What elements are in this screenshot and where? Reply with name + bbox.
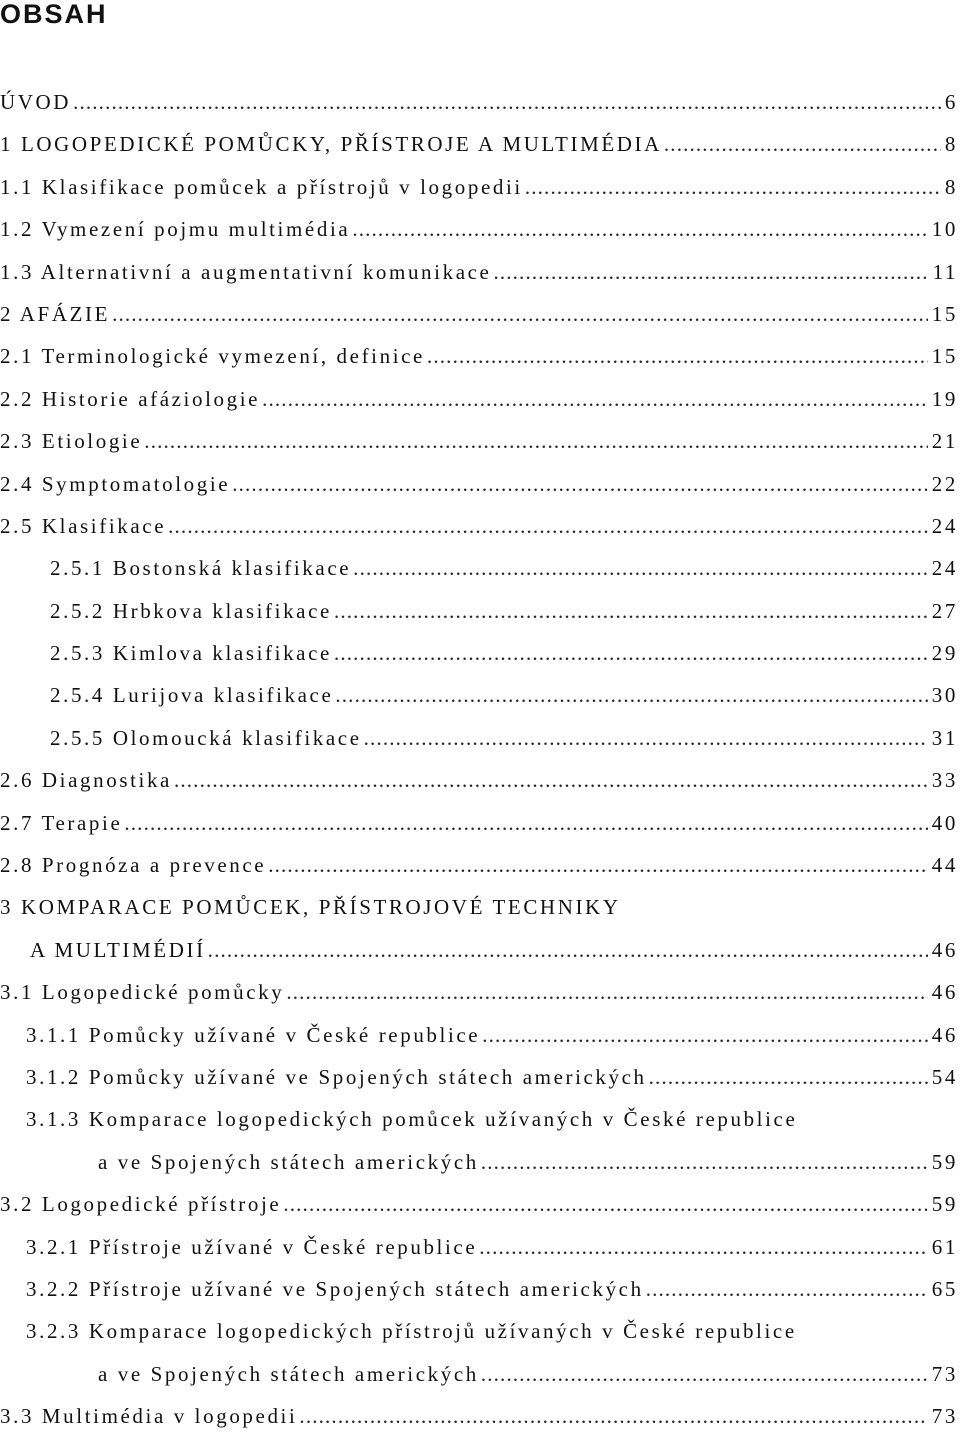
toc-entry-title-line: 3.2.3 Komparace logopedických přístrojů užívaných v České republice [26, 1319, 797, 1344]
toc-entry-label: 1.3 Alternativní a augmentativní komunikace [0, 259, 492, 284]
toc-entry-page-number: 59 [931, 1149, 958, 1174]
toc-entry-row [0, 1395, 958, 1437]
toc-entry[interactable] [0, 1183, 960, 1225]
toc-entry-label: 2.6 Diagnostika [0, 768, 172, 793]
toc-entry-label: a ve Spojených státech amerických [98, 1149, 479, 1174]
dot-leader [493, 251, 928, 293]
toc-entry-row [0, 335, 958, 377]
dot-leader [168, 505, 928, 547]
toc-entry-label: 3.1 Logopedické pomůcky [0, 980, 285, 1005]
toc-entry[interactable] [0, 1014, 960, 1056]
dot-leader [646, 1268, 928, 1310]
toc-entry[interactable] [0, 1056, 960, 1098]
toc-entry[interactable] [0, 1098, 960, 1183]
toc-entry-row [0, 1056, 958, 1098]
toc-entry[interactable] [0, 293, 960, 335]
toc-entry-label: a ve Spojených státech amerických [98, 1361, 479, 1386]
toc-entry-page-number: 46 [931, 1022, 958, 1047]
toc-entry-page-number: 8 [944, 132, 958, 157]
toc-entry-page-number: 11 [932, 259, 958, 284]
toc-entry[interactable] [0, 1395, 960, 1437]
dot-leader [299, 1395, 927, 1437]
toc-entry-page-number: 59 [931, 1192, 958, 1217]
toc-entry[interactable] [0, 123, 960, 165]
toc-entry[interactable] [0, 674, 960, 716]
toc-entry-row [0, 674, 958, 716]
toc-entry[interactable] [0, 208, 960, 250]
toc-entry-page-number: 46 [931, 937, 958, 962]
toc-entry-page-number: 21 [931, 429, 958, 454]
toc-entry[interactable] [0, 717, 960, 759]
toc-entry-page-number: 73 [931, 1404, 958, 1429]
dot-leader [427, 335, 928, 377]
toc-entry[interactable] [0, 971, 960, 1013]
toc-entry-label: 2.7 Terapie [0, 810, 123, 835]
dot-leader [649, 1056, 928, 1098]
toc-entry-page-number: 40 [931, 810, 958, 835]
dot-leader [112, 293, 928, 335]
toc-entry-row [0, 1183, 958, 1225]
toc-entry[interactable] [0, 759, 960, 801]
toc-entry-page-number: 65 [931, 1276, 958, 1301]
toc-entry[interactable] [0, 420, 960, 462]
toc-entry-row [0, 420, 958, 462]
table-of-contents [0, 81, 960, 1438]
toc-entry-label: 1.1 Klasifikace pomůcek a přístrojů v logopedii [0, 174, 523, 199]
toc-entry-label: 2.5.5 Olomoucká klasifikace [50, 725, 362, 750]
toc-entry-page-number: 22 [931, 471, 958, 496]
toc-entry-page-number: 6 [944, 90, 958, 114]
toc-entry[interactable] [0, 463, 960, 505]
toc-entry-row [0, 971, 958, 1013]
toc-entry-label: ÚVOD [0, 90, 72, 114]
dot-leader [144, 420, 928, 462]
toc-entry[interactable] [0, 590, 960, 632]
dot-leader [283, 1183, 927, 1225]
toc-entry-label: 2.5.2 Hrbkova klasifikace [50, 598, 332, 623]
toc-entry-row [0, 378, 958, 420]
toc-entry-row [0, 208, 958, 250]
toc-entry-label: 2.8 Prognóza a prevence [0, 853, 267, 878]
toc-entry-row [0, 844, 958, 886]
toc-entry-label: 3.3 Multimédia v logopedii [0, 1404, 298, 1429]
toc-entry-label: 2 AFÁZIE [0, 301, 111, 326]
toc-entry[interactable] [0, 1226, 960, 1268]
toc-entry-label: 3.2.2 Přístroje užívané ve Spojených státech amerických [26, 1276, 644, 1301]
dot-leader [335, 674, 927, 716]
dot-leader [479, 1226, 928, 1268]
dot-leader [124, 802, 927, 844]
toc-entry-row [0, 1226, 958, 1268]
dot-leader [262, 378, 928, 420]
toc-entry-page-number: 54 [931, 1065, 958, 1089]
toc-entry[interactable] [0, 251, 960, 293]
dot-leader [353, 547, 928, 589]
toc-entry-row [0, 802, 958, 844]
toc-entry[interactable] [0, 632, 960, 674]
toc-entry-page-number: 24 [931, 556, 958, 581]
toc-entry-label: 3.2.1 Přístroje užívané v České republice [26, 1234, 478, 1259]
toc-entry-row [0, 1014, 958, 1056]
dot-leader [334, 632, 928, 674]
dot-leader [481, 1141, 928, 1183]
dot-leader [664, 123, 941, 165]
toc-entry[interactable] [0, 1268, 960, 1310]
toc-entry-label: 2.5 Klasifikace [0, 513, 167, 538]
dot-leader [208, 929, 928, 971]
dot-leader [525, 166, 941, 208]
toc-entry-page-number: 15 [931, 344, 958, 369]
toc-entry-row [0, 590, 958, 632]
toc-entry[interactable] [0, 505, 960, 547]
toc-entry-title-line: 3.1.3 Komparace logopedických pomůcek užívaných v České republice [26, 1107, 798, 1132]
toc-entry-label: 1 LOGOPEDICKÉ POMŮCKY, PŘÍSTROJE A MULTIMÉDIA [0, 132, 662, 157]
dot-leader [73, 81, 941, 123]
dot-leader [268, 844, 928, 886]
toc-entry-row [0, 929, 958, 971]
dot-leader [334, 590, 928, 632]
dot-leader [232, 463, 928, 505]
dot-leader [174, 759, 928, 801]
toc-entry-row [0, 1353, 958, 1395]
toc-entry-row [0, 547, 958, 589]
toc-entry[interactable] [0, 844, 960, 886]
toc-entry-page-number: 61 [931, 1234, 958, 1259]
toc-entry-label: 2.5.4 Lurijova klasifikace [50, 683, 334, 708]
toc-entry-row [0, 293, 958, 335]
toc-entry-page-number: 44 [931, 853, 958, 878]
toc-entry-label: A MULTIMÉDIÍ [30, 937, 206, 962]
toc-entry-label: 2.2 Historie afáziologie [0, 386, 261, 411]
toc-entry-row [0, 463, 958, 505]
dot-leader [364, 717, 928, 759]
dot-leader [481, 1353, 928, 1395]
toc-entry[interactable] [0, 1310, 960, 1395]
toc-entry-label: 1.2 Vymezení pojmu multimédia [0, 217, 351, 242]
toc-entry[interactable] [0, 802, 960, 844]
toc-entry-page-number: 8 [944, 174, 958, 199]
toc-entry-row [0, 81, 958, 123]
toc-entry[interactable] [0, 166, 960, 208]
toc-entry-row [0, 1268, 958, 1310]
toc-entry-label: 3.2 Logopedické přístroje [0, 1192, 282, 1217]
toc-entry-page-number: 27 [931, 598, 958, 623]
toc-entry-page-number: 30 [931, 683, 958, 708]
toc-entry[interactable] [0, 547, 960, 589]
toc-entry[interactable] [0, 378, 960, 420]
toc-entry-page-number: 15 [931, 301, 958, 326]
toc-entry-row [0, 632, 958, 674]
toc-entry-label: 3.1.2 Pomůcky užívané ve Spojených státech amerických [26, 1065, 647, 1089]
toc-entry-page-number: 31 [931, 725, 958, 750]
dot-leader [352, 208, 927, 250]
toc-entry-label: 2.1 Terminologické vymezení, definice [0, 344, 425, 369]
toc-entry-page-number: 24 [931, 513, 958, 538]
toc-entry-label: 3.1.1 Pomůcky užívané v České republice [26, 1022, 481, 1047]
toc-entry-title-line: 3 KOMPARACE POMŮCEK, PŘÍSTROJOVÉ TECHNIKY [0, 895, 621, 920]
toc-entry-row [0, 759, 958, 801]
toc-entry-page-number: 10 [931, 217, 958, 242]
dot-leader [286, 971, 927, 1013]
toc-entry-row [0, 505, 958, 547]
toc-entry-label: 2.5.3 Kimlova klasifikace [50, 641, 332, 666]
toc-entry-page-number: 29 [931, 641, 958, 666]
toc-entry-row [0, 166, 958, 208]
toc-entry[interactable] [0, 335, 960, 377]
toc-entry-page-number: 33 [931, 768, 958, 793]
toc-entry-row [0, 123, 958, 165]
toc-entry-label: 2.3 Etiologie [0, 429, 143, 454]
toc-entry-page-number: 19 [931, 386, 958, 411]
toc-entry-page-number: 46 [931, 980, 958, 1005]
dot-leader [482, 1014, 928, 1056]
toc-entry-row [0, 717, 958, 759]
toc-entry[interactable] [0, 81, 960, 123]
toc-entry-row [0, 1141, 958, 1183]
toc-entry[interactable] [0, 886, 960, 971]
toc-entry-label: 2.5.1 Bostonská klasifikace [50, 556, 352, 581]
page-title: OBSAH [0, 0, 108, 29]
toc-entry-row [0, 251, 958, 293]
toc-entry-page-number: 73 [931, 1361, 958, 1386]
toc-entry-label: 2.4 Symptomatologie [0, 471, 231, 496]
